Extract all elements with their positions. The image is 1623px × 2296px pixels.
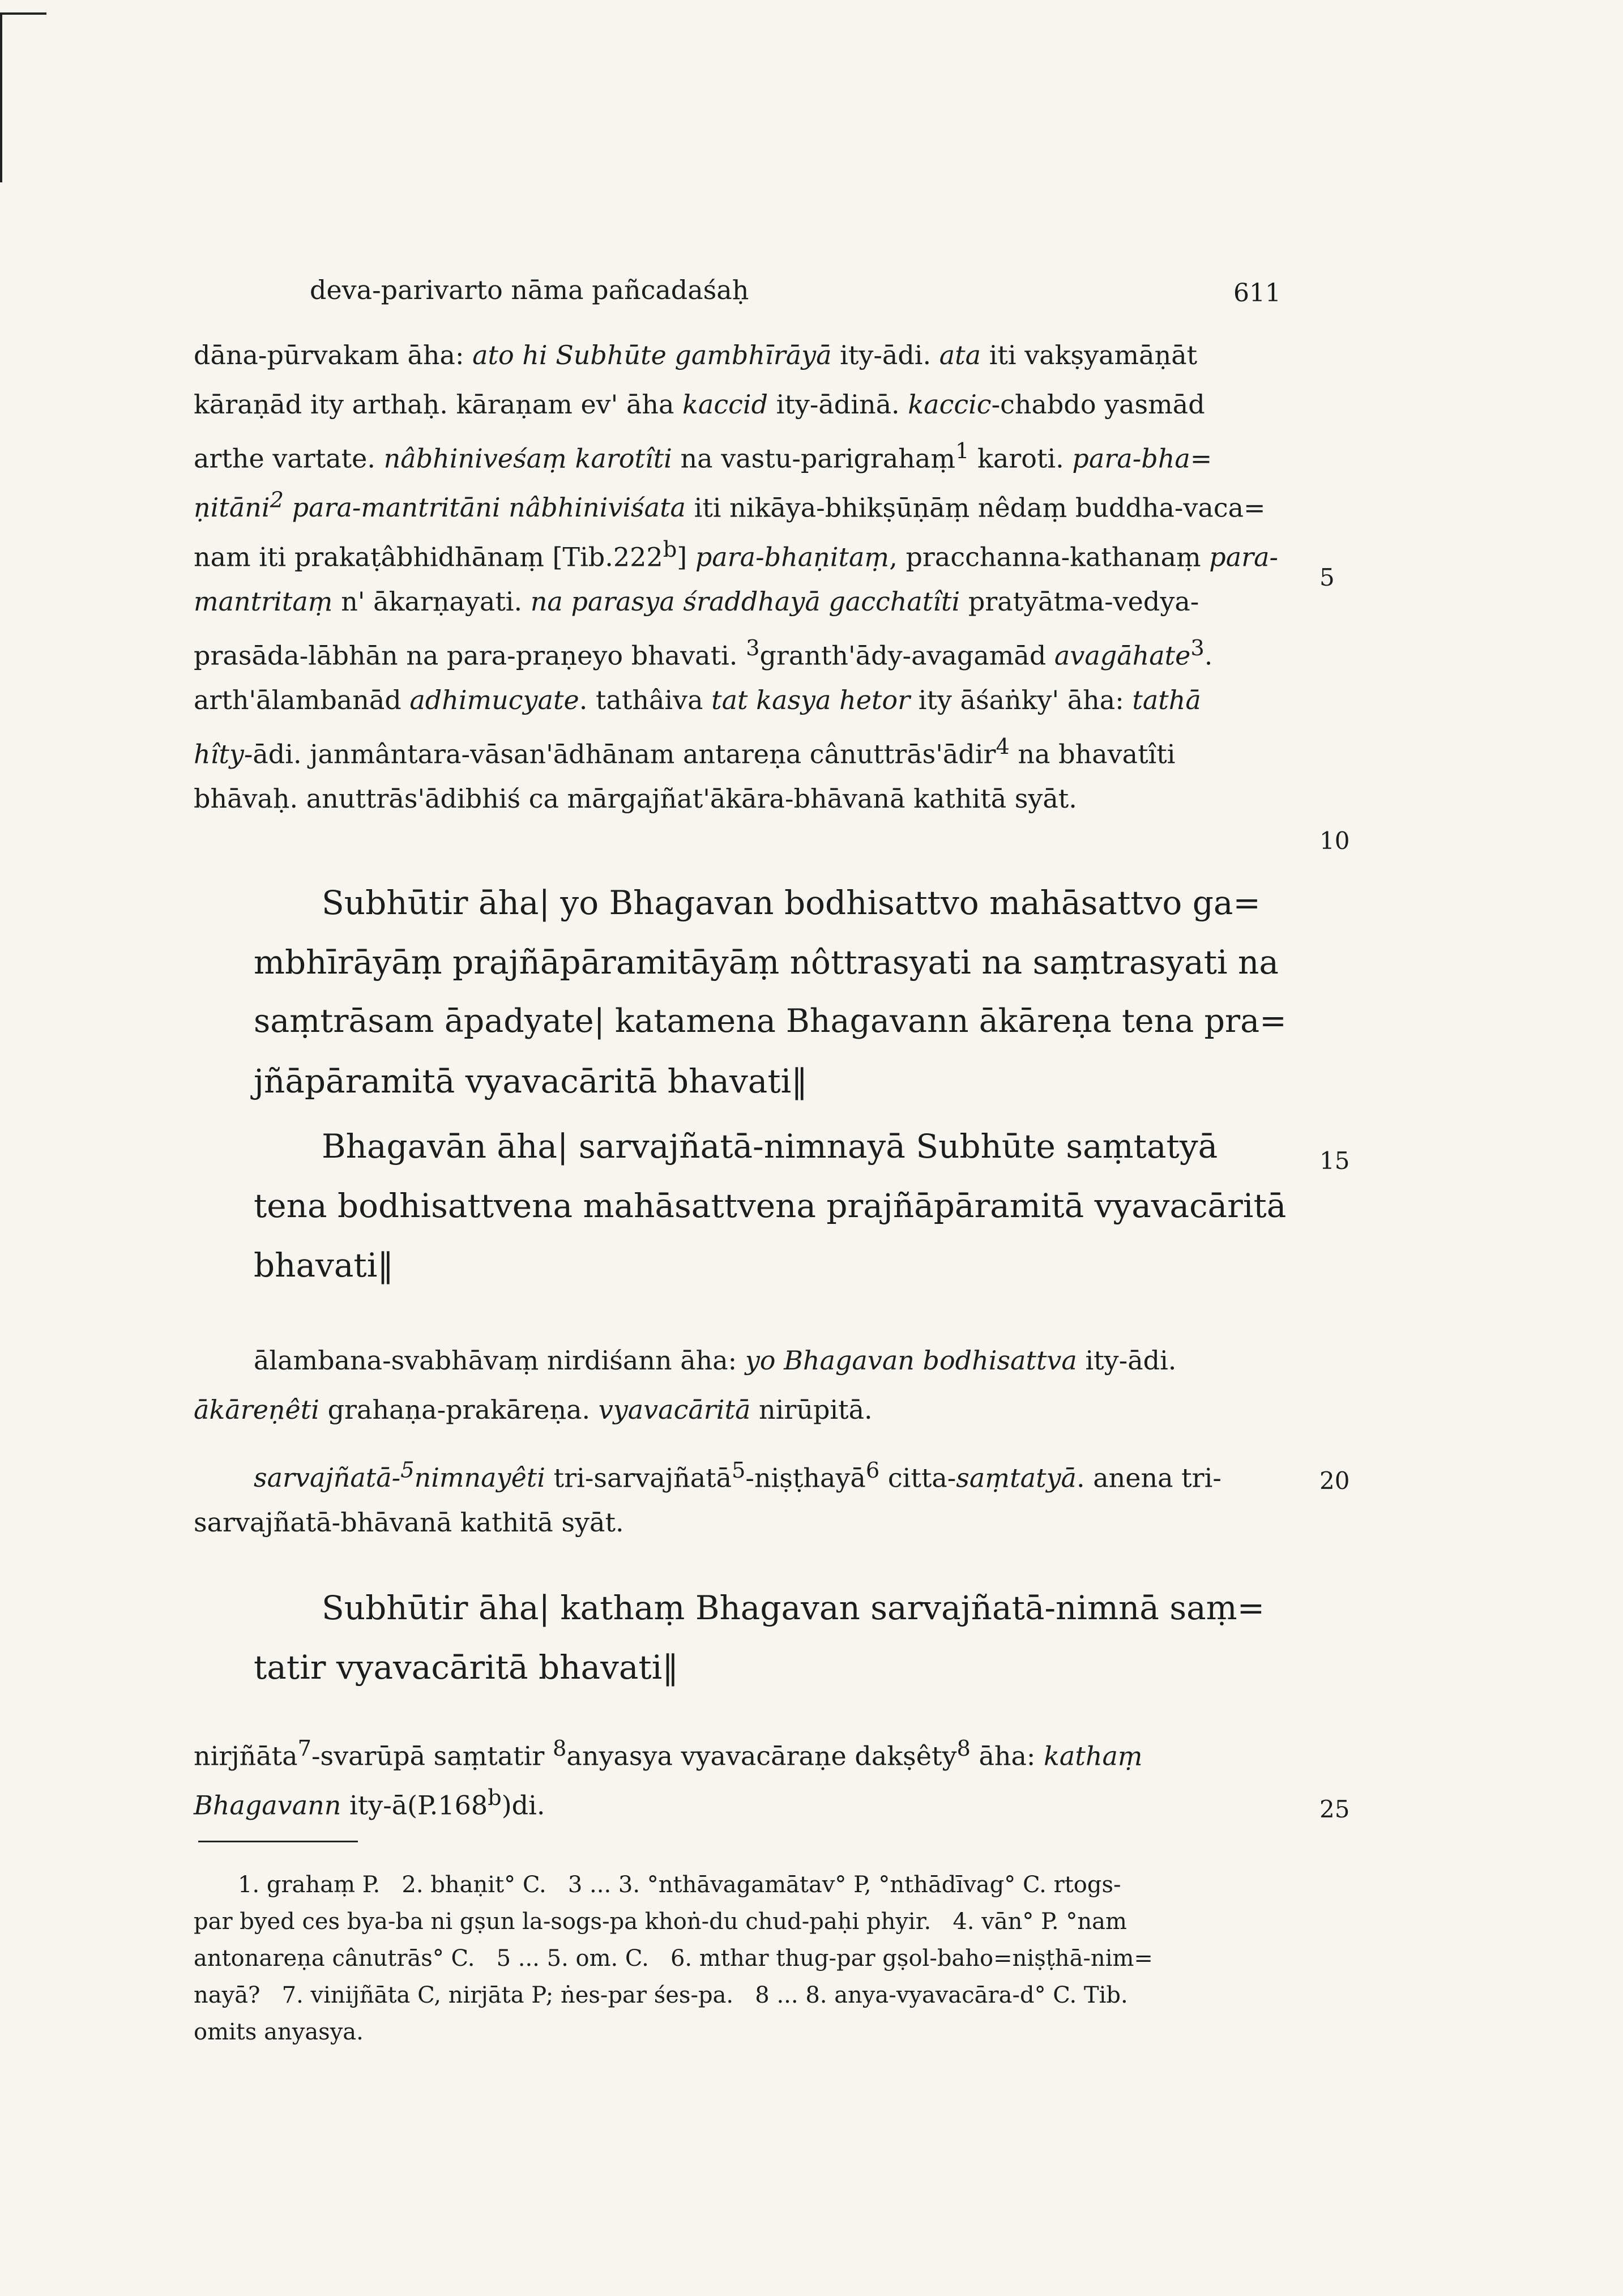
sutra-1-line: saṃtrāsam āpadyate| katamena Bhagavann ākāreṇa tena pra= (254, 1002, 1287, 1040)
footnote-line: antonareṇa cânutrās° C. 5 ... 5. om. C. 6. mthar thug-par gṣol-baho=niṣṭhā-nim= (194, 1945, 1153, 1971)
commentary-1-line: ṇitāni$^2$ para-mantritāni nâbhiniviśata iti nikāya-bhikṣūṇāṃ nêdaṃ buddha-vaca= (194, 488, 1266, 523)
commentary-3-line: Bhagavann ity-ā(P.168$^b$)di. (194, 1785, 545, 1821)
footnote-line: par byed ces bya-ba ni gṣun la-sogs-pa khoṅ-du chud-paḥi phyir. 4. vān° P. °nam (194, 1909, 1127, 1935)
commentary-1-line: arthe vartate. nâbhiniveśaṃ karotîti na vastu-parigrahaṃ$^1$ karoti. para-bha= (194, 438, 1212, 474)
line-number: 10 (1319, 827, 1350, 855)
line-number: 15 (1319, 1147, 1350, 1175)
commentary-1-line: kāraṇād ity arthaḥ. kāraṇam ev' āha kaccid ity-ādinā. kaccic-chabdo yasmād (194, 389, 1205, 420)
sutra-2-line: tena bodhisattvena mahāsattvena prajñāpāramitā vyavacāritā (254, 1187, 1287, 1225)
commentary-1-line: arth'ālambanād adhimucyate. tathâiva tat kasya hetor ity āśaṅky' āha: tathā (194, 685, 1201, 715)
footnote-line: nayā? 7. vinijñāta C, nirjāta P; ṅes-par śes-pa. 8 ... 8. anya-vyavacāra-d° C. Tib. (194, 1982, 1128, 2008)
commentary-1-line: dāna-pūrvakam āha: ato hi Subhūte gambhīrāyā ity-ādi. ata iti vakṣyamāṇāt (194, 340, 1198, 370)
line-number: 5 (1319, 564, 1335, 591)
commentary-1-line: bhāvaḥ. anuttrās'ādibhiś ca mārgajñat'ākāra-bhāvanā kathitā syāt. (194, 783, 1077, 814)
sutra-1-line: Subhūtir āha| yo Bhagavan bodhisattvo mahāsattvo ga= (322, 884, 1261, 922)
line-number: 25 (1319, 1795, 1350, 1823)
commentary-3-line: nirjñāta$^7$-svarūpā saṃtatir $^8$anyasya vyavacāraṇe dakṣêty$^8$ āha: kathaṃ (194, 1736, 1143, 1772)
sutra-1-line: jñāpāramitā vyavacāritā bhavati‖ (254, 1062, 808, 1100)
scan-edge-left (0, 12, 2, 182)
commentary-1-line: hîty-ādi. janmântara-vāsan'ādhānam antareṇa cânuttrās'ādir$^4$ na bhavatîti (194, 734, 1176, 770)
line-number: 20 (1319, 1467, 1350, 1495)
commentary-2-line: ālambana-svabhāvaṃ nirdiśann āha: yo Bhagavan bodhisattva ity-ādi. (254, 1345, 1177, 1376)
sutra-2-line: bhavati‖ (254, 1246, 394, 1284)
sutra-3-line: tatir vyavacāritā bhavati‖ (254, 1648, 679, 1687)
running-title: deva-parivarto nāma pañcadaśaḥ (310, 275, 749, 305)
commentary-2-line: sarvajñatā-$^5$nimnayêti tri-sarvajñatā$^5$-niṣṭhayā$^6$ citta-saṃtatyā. anena tri- (254, 1458, 1221, 1493)
sutra-1-line: mbhīrāyāṃ prajñāpāramitāyāṃ nôttrasyati na saṃtrasyati na (254, 943, 1279, 981)
commentary-2-line: ākāreṇêti grahaṇa-prakāreṇa. vyavacāritā nirūpitā. (194, 1394, 873, 1425)
scan-edge-top (0, 12, 46, 15)
footnote-line: 1. grahaṃ P. 2. bhaṇit° C. 3 ... 3. °nthāvagamātav° P, °nthādīvag° C. rtogs- (238, 1872, 1121, 1898)
footnote-line: omits anyasya. (194, 2019, 364, 2045)
commentary-1-line: nam iti prakaṭâbhidhānaṃ [Tib.222$^b$] para-bhaṇitaṃ, pracchanna-kathanaṃ para- (194, 537, 1279, 573)
footnote-rule (198, 1841, 358, 1842)
commentary-1-line: mantritaṃ n' ākarṇayati. na parasya śraddhayā gacchatîti pratyātma-vedya- (194, 586, 1199, 617)
page-number: 611 (1233, 279, 1281, 308)
sutra-2-line: Bhagavān āha| sarvajñatā-nimnayā Subhūte saṃtatyā (322, 1127, 1218, 1166)
commentary-2-line: sarvajñatā-bhāvanā kathitā syāt. (194, 1507, 624, 1538)
commentary-1-line: prasāda-lābhān na para-praṇeyo bhavati. $^3$granth'ādy-avagamād avagāhate$^3$. (194, 635, 1213, 671)
sutra-3-line: Subhūtir āha| kathaṃ Bhagavan sarvajñatā-nimnā saṃ= (322, 1589, 1265, 1627)
